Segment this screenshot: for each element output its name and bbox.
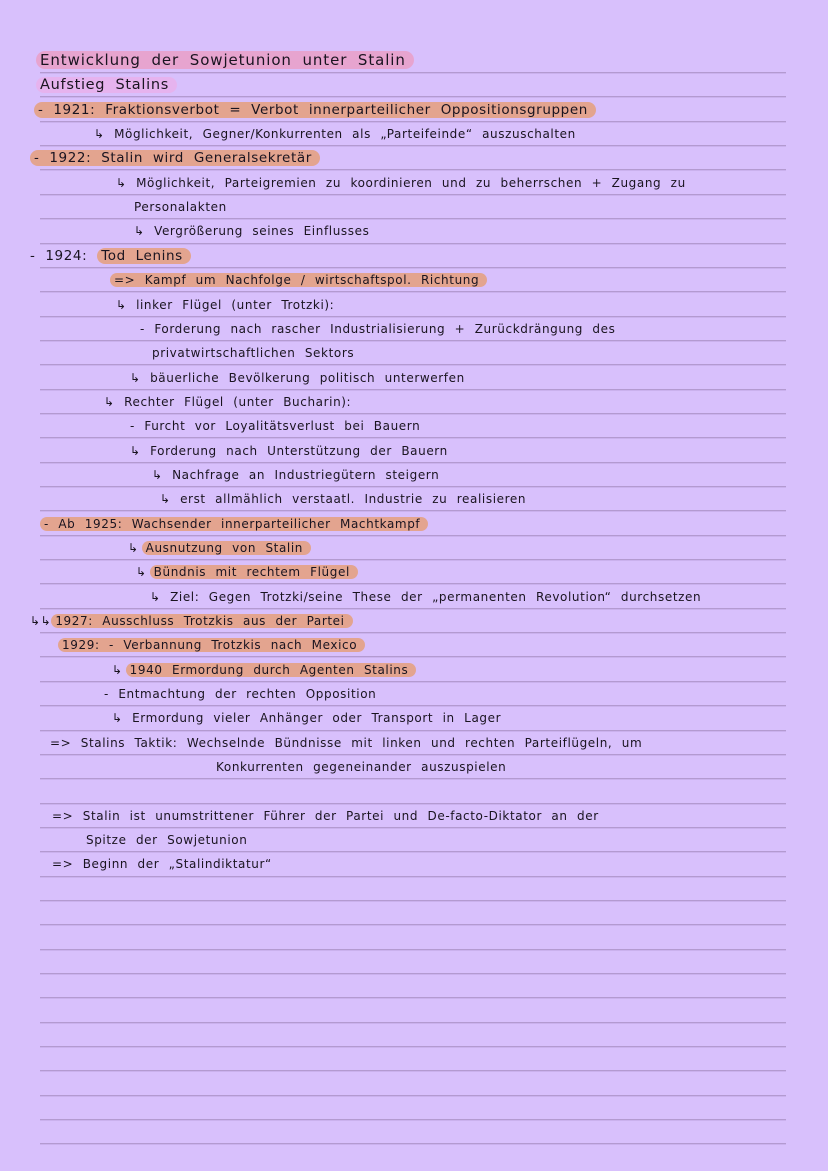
ruled-line (40, 997, 786, 998)
ruled-line (40, 267, 786, 268)
ruled-line (40, 973, 786, 974)
note-disempower: - Entmachtung der rechten Opposition (104, 687, 377, 701)
ruled-line (40, 681, 786, 682)
text-1921: Fraktionsverbot = Verbot innerparteilicher Oppositionsgruppen (105, 102, 588, 118)
title (36, 50, 414, 70)
ruled-line (40, 876, 786, 877)
tactic-a: => Stalins Taktik: Wechselnde Bündnisse mit linken und rechten Parteiflügeln, um (50, 736, 643, 750)
ruled-line (40, 754, 786, 755)
note-1927 (30, 611, 353, 631)
ruled-line (40, 218, 786, 219)
ruled-line (40, 656, 786, 657)
conclusion-a: => Stalin ist unumstrittener Führer der Partei und De-facto-Diktator an der (52, 809, 599, 823)
year-1924-dash: - 1924: (30, 248, 88, 264)
highlight-1940: 1940 Ermordung durch Agenten Stalins (126, 663, 417, 677)
note-1922-sub1b: Personalakten (134, 200, 227, 214)
ruled-line (40, 316, 786, 317)
note-1929 (58, 635, 365, 655)
ruled-line (40, 705, 786, 706)
ruled-line (40, 608, 786, 609)
ruled-line (40, 340, 786, 341)
ruled-line (40, 145, 786, 146)
arrow-icon: ↳ (128, 541, 139, 555)
ruled-line (40, 632, 786, 633)
ruled-line (40, 510, 786, 511)
right-wing-heading: ↳ Rechter Flügel (unter Bucharin): (104, 395, 352, 409)
note-1922-sub2: ↳ Vergrößerung seines Einflusses (134, 224, 370, 238)
note-1940 (112, 660, 416, 680)
left-wing-heading: ↳ linker Flügel (unter Trotzki): (116, 298, 335, 312)
right-wing-point-2: ↳ Forderung nach Unterstützung der Bauern (130, 444, 448, 458)
highlight-1927: 1927: Ausschluss Trotzkis aus der Partei (51, 614, 352, 628)
ruled-line (40, 1070, 786, 1071)
subtitle (36, 75, 177, 95)
year-1922: - 1922: (34, 150, 92, 166)
ruled-line (40, 1022, 786, 1023)
ruled-line (40, 243, 786, 244)
ruled-line (40, 194, 786, 195)
ruled-line (40, 413, 786, 414)
note-disempower-sub: ↳ Ermordung vieler Anhänger oder Transport in Lager (112, 711, 502, 725)
highlight-1925: - Ab 1925: Wachsender innerparteilicher Machtkampf (40, 517, 428, 531)
right-wing-point-1: - Furcht vor Loyalitätsverlust bei Bauern (130, 419, 421, 433)
ruled-line (40, 364, 786, 365)
ruled-line (40, 1119, 786, 1120)
note-1925-sub1 (128, 538, 311, 558)
ruled-line (40, 1046, 786, 1047)
ruled-line (40, 96, 786, 97)
right-wing-point-3: ↳ Nachfrage an Industriegütern steigern (152, 468, 440, 482)
ruled-line (40, 72, 786, 73)
left-wing-point-2: ↳ bäuerliche Bevölkerung politisch unterwerfen (130, 371, 465, 385)
note-1925-sub3: ↳ Ziel: Gegen Trotzki/seine These der „permanenten Revolution“ durchsetzen (150, 590, 702, 604)
alliance-right-wing: Bündnis mit rechtem Flügel (150, 565, 358, 579)
ruled-line (40, 1143, 786, 1144)
ruled-line (40, 827, 786, 828)
ruled-line (40, 121, 786, 122)
highlight-1922 (30, 150, 320, 166)
subtitle-highlight: Aufstieg Stalins (36, 77, 177, 93)
note-1922 (30, 148, 320, 168)
ruled-line (40, 730, 786, 731)
ruled-line (40, 535, 786, 536)
note-1922-sub1a: ↳ Möglichkeit, Parteigremien zu koordinieren und zu beherrschen + Zugang zu (116, 176, 686, 190)
ruled-line (40, 924, 786, 925)
ruled-line (40, 389, 786, 390)
note-1924-arrow (110, 270, 487, 290)
ruled-line (40, 291, 786, 292)
ruled-line (40, 803, 786, 804)
ruled-line (40, 462, 786, 463)
note-1924 (30, 246, 191, 266)
title-highlight: Entwicklung der Sowjetunion unter Stalin (36, 51, 414, 69)
double-arrow-icon: ↳↳ (30, 614, 52, 628)
highlight-1929: 1929: - Verbannung Trotzkis nach Mexico (58, 638, 365, 652)
left-wing-point-1a: - Forderung nach rascher Industrialisierung + Zurückdrängung des (140, 322, 616, 336)
ruled-line (40, 900, 786, 901)
left-wing-point-1b: privatwirtschaftlichen Sektors (152, 346, 355, 360)
ruled-line (40, 851, 786, 852)
conclusion-c: => Beginn der „Stalindiktatur“ (52, 857, 272, 871)
note-1925-sub2 (136, 562, 358, 582)
ruled-line (40, 1095, 786, 1096)
ruled-line (40, 949, 786, 950)
ruled-line (40, 437, 786, 438)
year-1921: - 1921: (38, 102, 96, 118)
ruled-line (40, 583, 786, 584)
stalin-exploitation: Ausnutzung von Stalin (142, 541, 311, 555)
succession-struggle: => Kampf um Nachfolge / wirtschaftspol. Richtung (110, 273, 487, 287)
note-1921-sub: ↳ Möglichkeit, Gegner/Konkurrenten als „Parteifeinde“ auszuschalten (94, 127, 576, 141)
arrow-icon: ↳ (112, 663, 123, 677)
ruled-line (40, 778, 786, 779)
ruled-line (40, 559, 786, 560)
right-wing-point-4: ↳ erst allmählich verstaatl. Industrie zu realisieren (160, 492, 527, 506)
ruled-line (40, 169, 786, 170)
tactic-b: Konkurrenten gegeneinander auszuspielen (216, 760, 507, 774)
highlight-1921 (34, 102, 596, 118)
ruled-line (40, 486, 786, 487)
text-1922: Stalin wird Generalsekretär (101, 150, 312, 166)
note-1925 (40, 514, 428, 534)
arrow-icon: ↳ (136, 565, 147, 579)
note-1921 (34, 100, 596, 120)
conclusion-b: Spitze der Sowjetunion (86, 833, 248, 847)
text-1924: Tod Lenins (97, 248, 191, 264)
